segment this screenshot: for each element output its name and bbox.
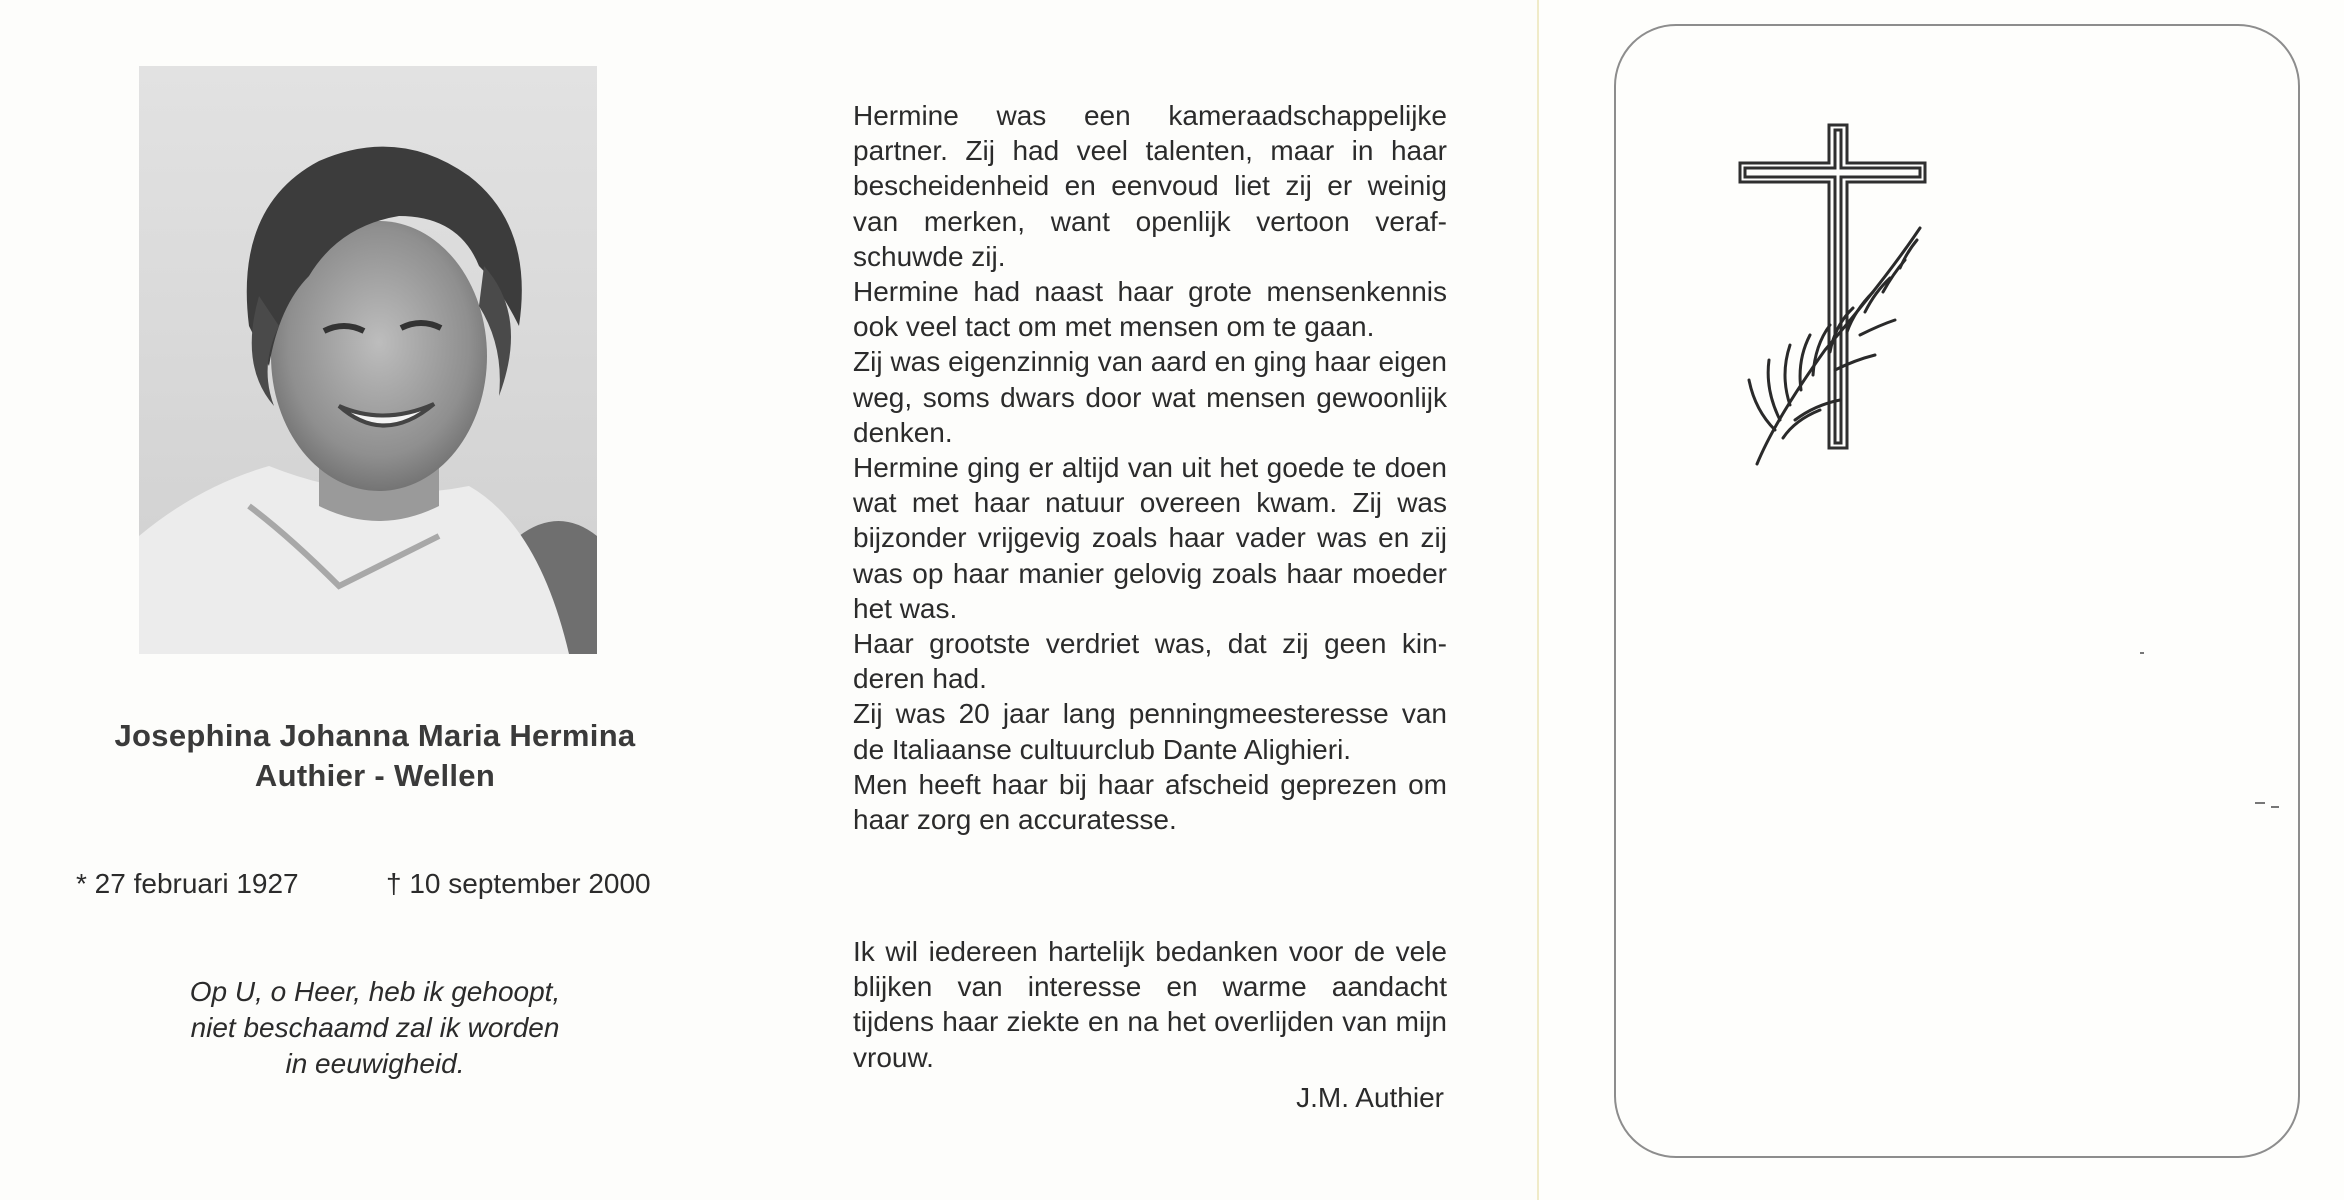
rounded-frame xyxy=(1614,24,2300,1158)
death-date: † 10 september 2000 xyxy=(386,868,651,899)
biography-paragraph: Hermine had naast haar grote mensenkennis ook veel tact om met mensen om te gaan. xyxy=(853,276,1447,343)
biography-paragraph: Hermine ging er altijd van uit het goede te doen wat met haar natuur overeen kwam. Zij was bijzonder vrijgevig zoals haar vader was en zij was op haar manier gelovig zoals haar moeder het was. xyxy=(853,452,1447,624)
biography-paragraph: Zij was eigenzinnig van aard en ging haar eigen weg, soms dwars door wat mensen gewoonlijk denken. xyxy=(853,346,1447,448)
thanks-paragraph: Ik wil iedereen hartelijk bedanken voor de vele blijken van interesse en warme aandacht tijdens haar ziekte en na het overlijden van mijn vrouw. xyxy=(853,936,1447,1073)
bible-verse xyxy=(110,974,640,1082)
verse-line: Op U, o Heer, heb ik gehoopt, xyxy=(189,976,561,1007)
scan-speck xyxy=(2255,802,2265,804)
birth-date: * 27 februari 1927 xyxy=(76,868,299,899)
signature: J.M. Authier xyxy=(1296,1082,1444,1113)
left-panel xyxy=(0,0,770,1200)
portrait-image xyxy=(139,66,597,654)
cross-with-palm-icon xyxy=(1735,120,1935,470)
portrait-photo xyxy=(139,66,597,654)
deceased-name-line2: Authier - Wellen xyxy=(254,758,496,793)
biography-paragraph: Men heeft haar bij haar afscheid geprezen om haar zorg en accuratesse. xyxy=(853,768,1447,836)
right-panel xyxy=(1539,0,2344,1200)
cross-icon xyxy=(1735,120,1935,470)
verse-line: in eeuwigheid. xyxy=(285,1048,465,1079)
biography-paragraph: Hermine was een kameraadschappelijke partner. Zij had veel talenten, maar in haar bescheidenheid en eenvoud liet zij er weinig van merken, want openlijk vertoon verafschuwde zij. xyxy=(853,100,1447,272)
biography-paragraph: Haar grootste verdriet was, dat zij geen kinderen had. xyxy=(853,628,1447,695)
deceased-name-line1: Josephina Johanna Maria Hermina xyxy=(114,718,636,753)
scan-speck xyxy=(2271,806,2279,808)
biography-paragraph: Zij was 20 jaar lang penningmeesteresse van de Italiaanse cultuurclub Dante Alighieri. xyxy=(853,698,1447,765)
middle-panel xyxy=(770,0,1540,1200)
biography-text xyxy=(853,98,1447,837)
verse-line: niet beschaamd zal ik worden xyxy=(190,1012,560,1043)
scan-speck xyxy=(2140,652,2144,654)
